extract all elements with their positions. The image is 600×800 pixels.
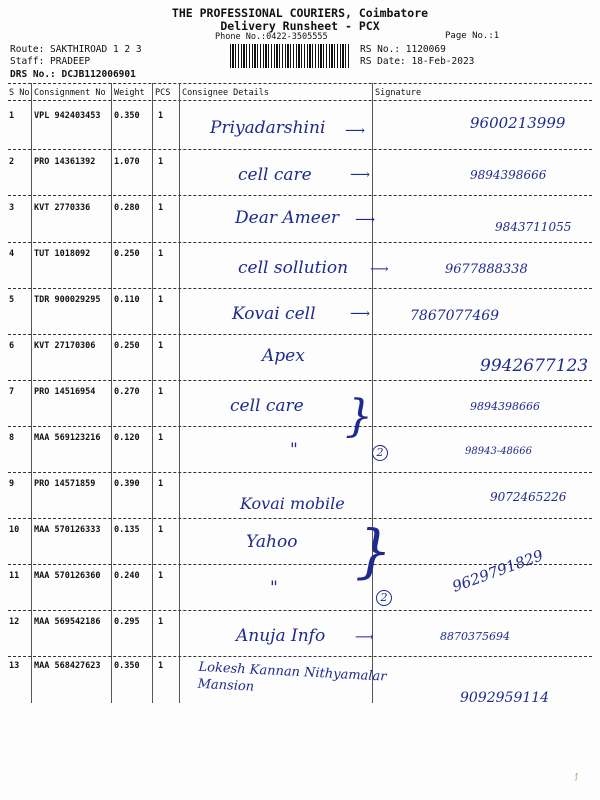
row-weight: 0.295 <box>114 617 140 627</box>
row-signature: 9942677123 <box>480 356 589 376</box>
row-pcs: 1 <box>158 249 164 259</box>
row-consignment: PRO 14516954 <box>34 387 96 397</box>
row-consignee: Apex <box>262 346 305 366</box>
row-sno: 7 <box>9 387 15 397</box>
row-weight: 0.135 <box>114 525 140 535</box>
row-signature: 9629791829 <box>449 546 546 596</box>
row-sno: 5 <box>9 295 15 305</box>
row-consignee: cell care <box>238 165 312 185</box>
row-consignee: " <box>270 578 278 598</box>
row-sno: 11 <box>9 571 20 581</box>
col-sno: S No <box>9 88 30 98</box>
row-weight: 0.110 <box>114 295 140 305</box>
row-consignee: Dear Ameer <box>235 208 340 228</box>
row-consignment: MAA 569542186 <box>34 617 101 627</box>
row-consignee: Yahoo <box>246 532 298 552</box>
row-pcs: 1 <box>158 157 164 167</box>
row-consignee: Kovai cell <box>232 304 316 324</box>
row-consignment: PRO 14571859 <box>34 479 96 489</box>
row-consignment: KVT 2770336 <box>34 203 91 213</box>
row-signature: 9072465226 <box>490 490 567 504</box>
row-consignment: TUT 1018092 <box>34 249 91 259</box>
phone-number: Phone No.:0422-3505555 <box>215 32 328 42</box>
row-sno: 6 <box>9 341 15 351</box>
route: Route: SAKTHIROAD 1 2 3 <box>10 44 142 55</box>
row-consignment: MAA 569123216 <box>34 433 101 443</box>
row-consignment: MAA 568427623 <box>34 661 101 671</box>
row-weight: 0.270 <box>114 387 140 397</box>
row-consignee: cell care <box>230 396 304 416</box>
row-consignee: " <box>290 440 298 460</box>
row-sno: 13 <box>9 661 20 671</box>
row-sno: 9 <box>9 479 15 489</box>
row-weight: 0.120 <box>114 433 140 443</box>
row-pcs: 1 <box>158 341 164 351</box>
arrow-icon: ⟶ <box>350 306 371 322</box>
row-consignee: Priyadarshini <box>210 118 326 138</box>
row-pcs: 1 <box>158 661 164 671</box>
row-pcs: 1 <box>158 571 164 581</box>
row-sno: 4 <box>9 249 15 259</box>
rs-date: RS Date: 18-Feb-2023 <box>360 56 475 67</box>
group-count-badge: 2 <box>372 445 388 461</box>
row-weight: 0.350 <box>114 661 140 671</box>
row-sno: 1 <box>9 111 15 121</box>
row-pcs: 1 <box>158 479 164 489</box>
row-pcs: 1 <box>158 433 164 443</box>
col-weight: Weight <box>114 88 145 98</box>
arrow-icon: ⟶ <box>350 167 371 183</box>
barcode-image <box>230 44 350 68</box>
col-consignment: Consignment No <box>34 88 106 98</box>
page-number: Page No.:1 <box>445 31 500 41</box>
rs-number: RS No.: 1120069 <box>360 44 446 55</box>
row-signature: 9843711055 <box>495 220 572 234</box>
row-pcs: 1 <box>158 295 164 305</box>
col-pcs: PCS <box>155 88 171 98</box>
arrow-icon: ⟶ <box>355 630 374 645</box>
row-pcs: 1 <box>158 525 164 535</box>
row-pcs: 1 <box>158 387 164 397</box>
company-title: THE PROFESSIONAL COURIERS, Coimbatore <box>171 6 429 20</box>
row-consignment: TDR 900029295 <box>34 295 101 305</box>
row-pcs: 1 <box>158 111 164 121</box>
row-consignment: PRO 14361392 <box>34 157 96 167</box>
row-pcs: 1 <box>158 617 164 627</box>
row-signature: 9894398666 <box>470 168 547 182</box>
row-consignment: MAA 570126360 <box>34 571 101 581</box>
arrow-icon: ⟶ <box>345 123 366 139</box>
row-signature: 9894398666 <box>470 400 540 413</box>
row-consignee: Anuja Info <box>236 626 326 646</box>
row-sno: 12 <box>9 617 20 627</box>
row-signature: 9677888338 <box>445 262 528 277</box>
col-signature: Signature <box>375 88 422 98</box>
row-signature: 7867077469 <box>410 308 500 324</box>
row-weight: 0.280 <box>114 203 140 213</box>
row-consignee: Lokesh Kannan Nithyamalar Mansion <box>197 659 387 695</box>
arrow-icon: ⟶ <box>355 212 376 228</box>
drs-number: DRS No.: DCJB112006901 <box>10 69 136 80</box>
page-mark: ƒ <box>575 772 578 781</box>
row-sno: 2 <box>9 157 15 167</box>
runsheet-subtitle: Delivery Runsheet - PCX <box>220 19 380 33</box>
brace-icon: } <box>355 517 392 585</box>
row-consignment: MAA 570126333 <box>34 525 101 535</box>
row-consignment: VPL 942403453 <box>34 111 101 121</box>
table-top-rule <box>8 83 592 84</box>
col-consignee: Consignee Details <box>182 88 269 98</box>
row-signature: 98943-48666 <box>465 446 533 457</box>
table-header-rule <box>8 100 592 101</box>
row-weight: 0.390 <box>114 479 140 489</box>
row-sno: 8 <box>9 433 15 443</box>
row-consignment: KVT 27170306 <box>34 341 96 351</box>
row-weight: 0.350 <box>114 111 140 121</box>
row-weight: 0.250 <box>114 249 140 259</box>
row-signature: 8870375694 <box>440 630 510 643</box>
row-sno: 10 <box>9 525 20 535</box>
row-weight: 0.240 <box>114 571 140 581</box>
brace-icon: } <box>345 391 373 442</box>
arrow-icon: ⟶ <box>370 262 389 277</box>
staff: Staff: PRADEEP <box>10 56 91 67</box>
row-consignee: cell sollution <box>238 258 349 278</box>
row-weight: 1.070 <box>114 157 140 167</box>
row-signature: 9092959114 <box>460 690 550 706</box>
group-count-badge: 2 <box>376 590 392 606</box>
row-signature: 9600213999 <box>470 114 566 132</box>
row-sno: 3 <box>9 203 15 213</box>
row-consignee: Kovai mobile <box>240 494 345 513</box>
row-pcs: 1 <box>158 203 164 213</box>
row-weight: 0.250 <box>114 341 140 351</box>
